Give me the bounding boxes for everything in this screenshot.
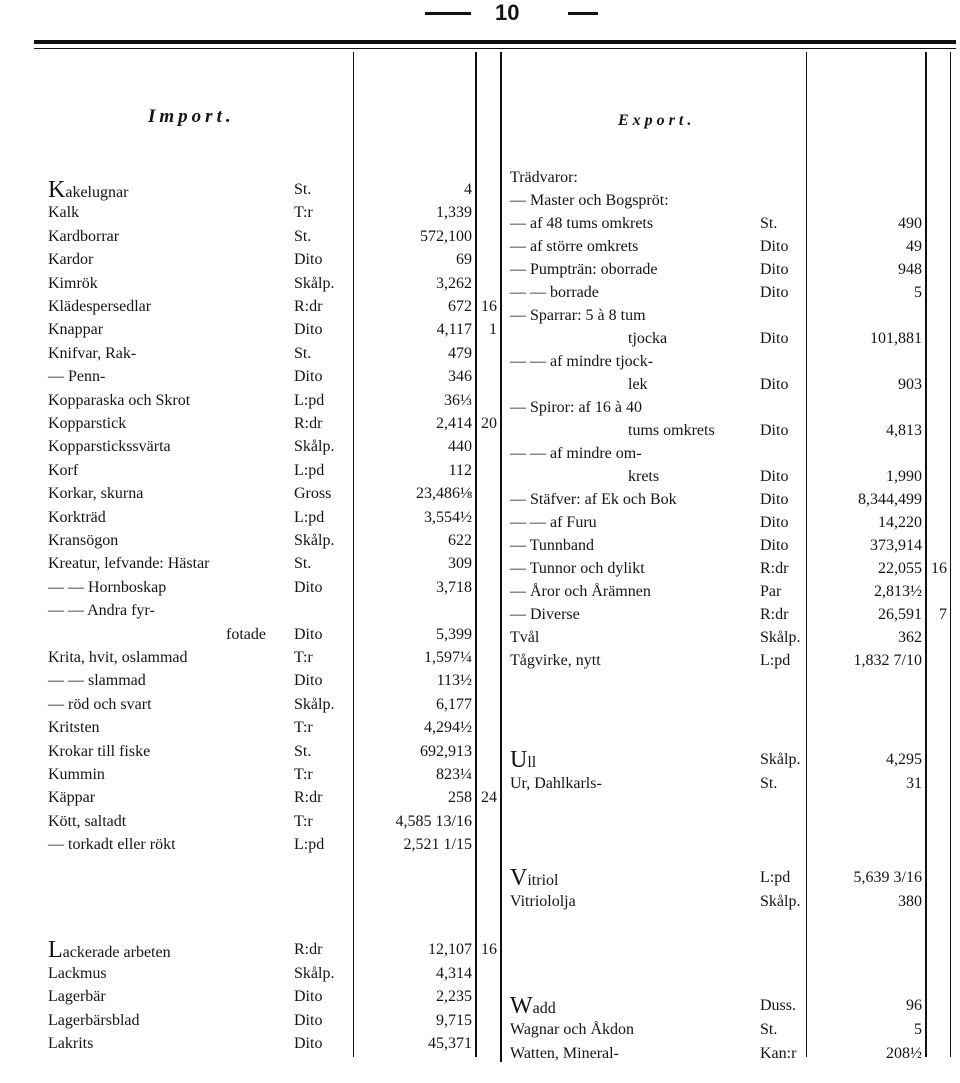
table-row bbox=[0, 580, 960, 604]
item-value: 572,100 bbox=[420, 227, 472, 245]
item-name: Wagnar och Åkdon bbox=[510, 1021, 635, 1038]
item-unit: Dito bbox=[294, 988, 323, 1006]
item-value: 31 bbox=[906, 775, 922, 792]
item-name: — af 48 tums omkrets bbox=[510, 215, 654, 232]
item-name: — — Andra fyr- bbox=[48, 602, 155, 620]
item-value: 101,881 bbox=[870, 330, 922, 347]
item-unit: Dito bbox=[760, 491, 789, 508]
item-value: 5,399 bbox=[436, 625, 472, 643]
item-value: 96 bbox=[906, 997, 922, 1014]
item-value: 45,371 bbox=[428, 1035, 472, 1053]
item-value: 903 bbox=[898, 376, 922, 393]
item-value: 36⅓ bbox=[444, 391, 472, 409]
item-unit: L:pd bbox=[294, 391, 325, 409]
item-extra: 16 bbox=[481, 941, 497, 958]
item-name: Kopparstick bbox=[48, 415, 127, 432]
item-unit: St. bbox=[760, 775, 778, 792]
item-name: Ull bbox=[510, 747, 537, 773]
table-row bbox=[0, 258, 960, 282]
item-name: — — slammad bbox=[48, 672, 146, 690]
item-name: — Tunnband bbox=[510, 537, 595, 554]
item-value: 6,177 bbox=[436, 695, 472, 713]
item-value: 4,117 bbox=[436, 321, 472, 339]
item-value: 1,832 7/10 bbox=[853, 652, 922, 669]
item-value: 2,235 bbox=[436, 988, 472, 1006]
item-name: — Diverse bbox=[510, 606, 580, 623]
item-value: 948 bbox=[898, 261, 922, 278]
item-unit: Dito bbox=[294, 368, 323, 386]
item-name: Watten, Mineral- bbox=[510, 1045, 619, 1062]
item-value: 1,597¼ bbox=[424, 649, 472, 666]
item-name: Lagerbär bbox=[48, 988, 106, 1006]
table-row bbox=[0, 419, 960, 443]
table-row bbox=[0, 866, 960, 890]
item-name: Knappar bbox=[48, 321, 104, 339]
item-name: Wadd bbox=[510, 993, 556, 1019]
item-unit: Dito bbox=[760, 514, 789, 531]
item-unit: Dito bbox=[760, 468, 789, 485]
item-name: — Åror och Årämnen bbox=[510, 583, 651, 600]
item-unit: Dito bbox=[294, 321, 323, 339]
table-row bbox=[0, 511, 960, 535]
table-row bbox=[0, 442, 960, 466]
item-value: 5 bbox=[914, 1021, 922, 1038]
table-row bbox=[0, 962, 960, 986]
item-name: tjocka bbox=[628, 330, 668, 347]
item-name: Lackmus bbox=[48, 964, 107, 982]
item-unit: Dito bbox=[294, 1011, 323, 1029]
item-unit: St. bbox=[294, 181, 312, 198]
item-value: 5,639 3/16 bbox=[853, 869, 922, 886]
item-value: 2,521 1/15 bbox=[403, 836, 472, 854]
item-name: Kardor bbox=[48, 251, 94, 269]
item-value: 3,718 bbox=[436, 578, 472, 596]
table-row bbox=[0, 465, 960, 489]
item-name: — Spiror: af 16 à 40 bbox=[510, 399, 642, 416]
table-row bbox=[0, 626, 960, 650]
item-name: Kimrök bbox=[48, 274, 98, 292]
item-unit: Skålp. bbox=[294, 438, 335, 456]
item-extra: 16 bbox=[481, 298, 497, 315]
item-name: Kakelugnar bbox=[48, 177, 129, 203]
item-name: Vitriol bbox=[510, 865, 559, 891]
item-value: 622 bbox=[448, 532, 472, 549]
item-unit: St. bbox=[294, 227, 312, 245]
item-name: — — af mindre tjock- bbox=[510, 353, 654, 370]
item-value: 208½ bbox=[886, 1045, 922, 1062]
item-unit: L:pd bbox=[760, 869, 791, 886]
item-value: 4,294½ bbox=[424, 719, 472, 737]
item-value: 4,813 bbox=[886, 422, 922, 439]
item-name: — — borrade bbox=[510, 284, 599, 301]
table-row bbox=[0, 693, 960, 717]
item-unit: T:r bbox=[294, 812, 313, 830]
item-extra: 1 bbox=[489, 321, 497, 339]
item-value: 2,813½ bbox=[874, 583, 922, 600]
item-name: — röd och svart bbox=[48, 695, 152, 713]
item-unit: Skålp. bbox=[294, 695, 335, 713]
item-extra: 16 bbox=[931, 560, 947, 577]
item-unit: Skålp. bbox=[760, 893, 801, 910]
item-unit: St. bbox=[760, 215, 778, 232]
table-row bbox=[0, 189, 960, 213]
item-name: Vitriololja bbox=[510, 893, 576, 910]
item-unit: St. bbox=[760, 1021, 778, 1038]
item-name: lek bbox=[628, 376, 648, 393]
item-name: — Stäfver: af Ek och Bok bbox=[510, 491, 677, 508]
item-unit: Dito bbox=[760, 238, 789, 255]
item-unit: Duss. bbox=[760, 997, 797, 1014]
item-value: 346 bbox=[448, 368, 472, 386]
table-row bbox=[0, 557, 960, 581]
item-name: Kummin bbox=[48, 766, 105, 783]
item-value: 4,295 bbox=[886, 751, 922, 768]
item-extra: 7 bbox=[939, 606, 947, 623]
table-row bbox=[0, 994, 960, 1018]
item-unit: Dito bbox=[294, 1035, 323, 1053]
item-unit: Dito bbox=[294, 578, 323, 596]
table-row bbox=[0, 166, 960, 190]
item-value: 672 bbox=[448, 298, 472, 315]
item-extra: 20 bbox=[481, 415, 497, 432]
item-unit: T:r bbox=[294, 719, 313, 737]
item-name: Krita, hvit, oslammad bbox=[48, 649, 188, 666]
item-name: Lagerbärsblad bbox=[48, 1011, 140, 1029]
item-name: — Penn- bbox=[48, 368, 106, 386]
item-name: Kreatur, lefvande: Hästar bbox=[48, 555, 210, 573]
item-value: 3,554½ bbox=[424, 508, 472, 526]
item-unit: L:pd bbox=[760, 652, 791, 669]
item-unit: Dito bbox=[760, 284, 789, 301]
item-name: — Tunnor och dylikt bbox=[510, 560, 645, 577]
item-name: Kransögon bbox=[48, 532, 119, 549]
header-dash-right bbox=[568, 12, 598, 15]
table-row bbox=[0, 649, 960, 673]
item-unit: St. bbox=[294, 344, 312, 362]
item-value: 8,344,499 bbox=[858, 491, 922, 508]
item-unit: L:pd bbox=[294, 836, 325, 854]
table-row bbox=[0, 810, 960, 834]
item-value: 479 bbox=[448, 344, 472, 362]
table-row bbox=[0, 938, 960, 962]
item-value: 113½ bbox=[436, 672, 472, 690]
item-name: Ur, Dahlkarls- bbox=[510, 775, 602, 792]
table-row bbox=[0, 1018, 960, 1042]
item-unit: Dito bbox=[294, 672, 323, 690]
item-name: Tågvirke, nytt bbox=[510, 652, 601, 669]
item-name: — — Hornboskap bbox=[48, 578, 167, 596]
item-unit: T:r bbox=[294, 649, 313, 666]
item-name: Kött, saltadt bbox=[48, 812, 127, 830]
item-unit: R:dr bbox=[294, 415, 323, 432]
table-row bbox=[0, 534, 960, 558]
item-unit: T:r bbox=[294, 204, 313, 222]
table-row bbox=[0, 350, 960, 374]
item-value: 258 bbox=[448, 789, 472, 807]
item-name: Tvål bbox=[510, 629, 540, 646]
item-value: 373,914 bbox=[870, 537, 922, 554]
item-name: — af större omkrets bbox=[510, 238, 639, 255]
item-name: — Pumpträn: oborrade bbox=[510, 261, 658, 278]
item-name: Klädespersedlar bbox=[48, 298, 152, 315]
item-name: Lackerade arbeten bbox=[48, 937, 171, 963]
item-unit: Skålp. bbox=[760, 629, 801, 646]
item-name: Kritsten bbox=[48, 719, 100, 737]
item-unit: Skålp. bbox=[294, 274, 335, 292]
item-name: Käppar bbox=[48, 789, 96, 807]
item-value: 362 bbox=[898, 629, 922, 646]
item-value: 3,262 bbox=[436, 274, 472, 292]
item-value: 69 bbox=[456, 251, 472, 269]
item-name: — — af Furu bbox=[510, 514, 597, 531]
item-value: 112 bbox=[448, 461, 472, 479]
item-unit: Par bbox=[760, 583, 782, 600]
item-unit: T:r bbox=[294, 766, 313, 783]
item-unit: Dito bbox=[760, 261, 789, 278]
item-value: 1,339 bbox=[436, 204, 472, 222]
item-value: 14,220 bbox=[878, 514, 922, 531]
item-value: 9,715 bbox=[436, 1011, 472, 1029]
table-row bbox=[0, 890, 960, 914]
import-title: Import. bbox=[148, 106, 235, 127]
item-name: Trädvaror: bbox=[510, 169, 578, 186]
item-unit: R:dr bbox=[760, 560, 789, 577]
item-name: Kopparstickssvärta bbox=[48, 438, 171, 456]
item-unit: Kan:r bbox=[760, 1045, 797, 1062]
item-name: — — af mindre om- bbox=[510, 445, 642, 462]
item-unit: Skålp. bbox=[294, 532, 335, 549]
item-value: 4 bbox=[464, 181, 472, 198]
table-row bbox=[0, 772, 960, 796]
item-value: 22,055 bbox=[878, 560, 922, 577]
item-name: Krokar till fiske bbox=[48, 742, 151, 760]
header-dash-left bbox=[425, 12, 471, 15]
item-unit: R:dr bbox=[294, 941, 323, 958]
item-name: Kardborrar bbox=[48, 227, 120, 245]
item-name: — Master och Bogspröt: bbox=[510, 192, 669, 209]
item-name: tums omkrets bbox=[628, 422, 715, 439]
item-value: 1,990 bbox=[886, 468, 922, 485]
item-unit: St. bbox=[294, 555, 312, 573]
item-name: — Sparrar: 5 à 8 tum bbox=[510, 307, 646, 324]
item-name: Korkar, skurna bbox=[48, 485, 144, 503]
item-name: Kalk bbox=[48, 204, 80, 222]
item-unit: Gross bbox=[294, 485, 332, 503]
item-value: 692,913 bbox=[420, 742, 472, 760]
table-row bbox=[0, 304, 960, 328]
item-value: 2,414 bbox=[436, 415, 472, 432]
item-value: 5 bbox=[914, 284, 922, 301]
item-name: Lakrits bbox=[48, 1035, 94, 1053]
item-unit: R:dr bbox=[294, 789, 323, 807]
item-unit: Dito bbox=[294, 251, 323, 269]
item-unit: Dito bbox=[760, 376, 789, 393]
item-unit: Dito bbox=[760, 537, 789, 554]
item-value: 4,585 13/16 bbox=[395, 812, 472, 830]
item-value: 26,591 bbox=[878, 606, 922, 623]
table-row bbox=[0, 281, 960, 305]
top-rule-thick bbox=[34, 40, 956, 44]
item-value: 490 bbox=[898, 215, 922, 232]
top-rule-thin bbox=[34, 48, 956, 49]
item-unit: L:pd bbox=[294, 508, 325, 526]
item-unit: Dito bbox=[294, 625, 323, 643]
table-row bbox=[0, 327, 960, 351]
item-name: Knifvar, Rak- bbox=[48, 344, 137, 362]
table-row bbox=[0, 396, 960, 420]
item-unit: R:dr bbox=[760, 606, 789, 623]
item-unit: R:dr bbox=[294, 298, 323, 315]
export-title: Export. bbox=[618, 112, 696, 129]
table-row bbox=[0, 603, 960, 627]
table-row bbox=[0, 833, 960, 857]
table-row bbox=[0, 235, 960, 259]
item-value: 440 bbox=[448, 438, 472, 456]
item-value: 4,314 bbox=[436, 964, 472, 982]
item-value: 380 bbox=[898, 893, 922, 910]
item-name: Kopparaska och Skrot bbox=[48, 391, 191, 409]
item-name: Korf bbox=[48, 461, 79, 479]
table-row bbox=[0, 212, 960, 236]
table-row bbox=[0, 488, 960, 512]
item-name: fotade bbox=[226, 625, 266, 643]
item-value: 309 bbox=[448, 555, 472, 573]
item-value: 12,107 bbox=[428, 941, 472, 958]
table-row bbox=[0, 716, 960, 740]
table-row bbox=[0, 1042, 960, 1066]
item-name: — torkadt eller rökt bbox=[48, 836, 176, 854]
page-number: 10 bbox=[495, 0, 520, 25]
item-unit: Dito bbox=[760, 422, 789, 439]
item-name: Korkträd bbox=[48, 508, 106, 526]
item-extra: 24 bbox=[481, 789, 497, 807]
table-row bbox=[0, 373, 960, 397]
item-unit: Dito bbox=[760, 330, 789, 347]
item-unit: St. bbox=[294, 742, 312, 760]
item-unit: Skålp. bbox=[294, 964, 335, 982]
item-value: 23,486⅛ bbox=[416, 485, 472, 503]
item-value: 823¼ bbox=[436, 766, 472, 783]
item-name: krets bbox=[628, 468, 660, 485]
item-unit: L:pd bbox=[294, 461, 325, 479]
item-unit: Skålp. bbox=[760, 751, 801, 768]
item-value: 49 bbox=[906, 238, 922, 255]
table-row bbox=[0, 748, 960, 772]
